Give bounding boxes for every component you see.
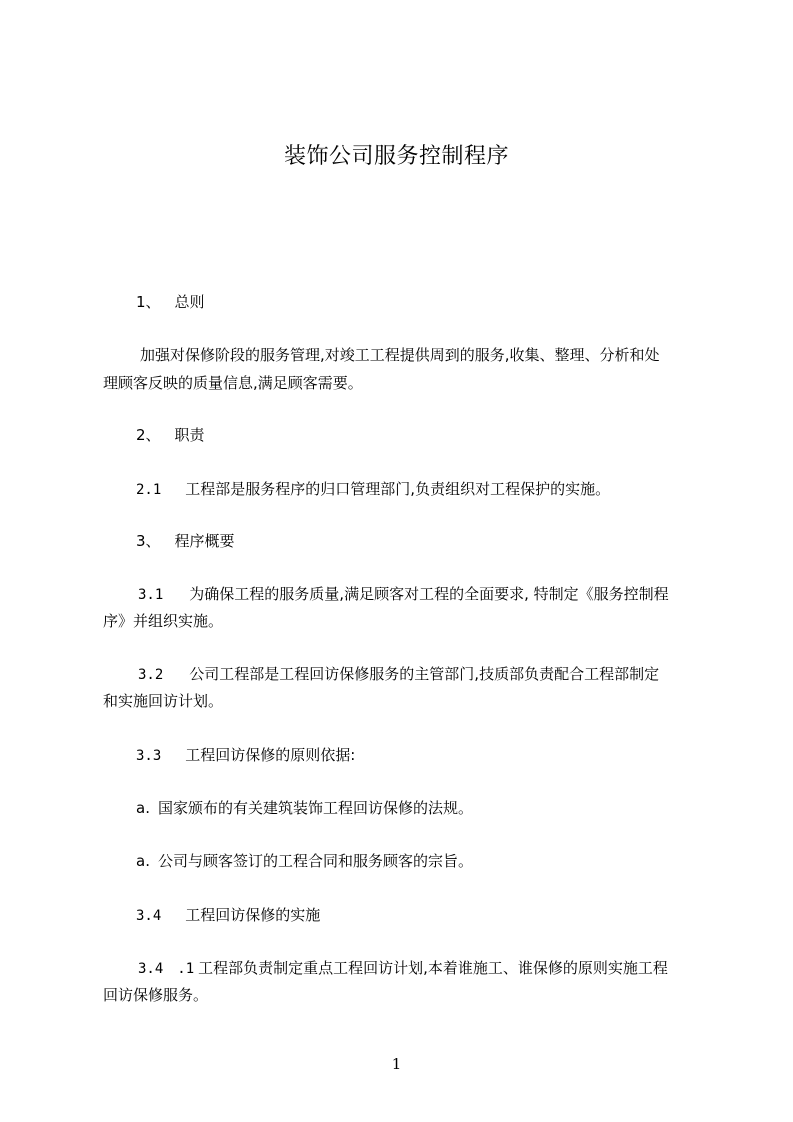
item-3-4-1 [138,958,668,979]
section-heading-responsibilities [136,425,205,445]
item-text: 工程部是服务程序的归口管理部门,负责组织对工程保护的实施。 [185,480,611,498]
bullet-item [136,851,473,871]
paragraph-line: 和实施回访计划。 [103,692,224,710]
item-text: 工程回访保修的实施 [185,906,321,924]
item-text: 为确保工程的服务质量,满足顾客对工程的全面要求, 特制定《服务控制程 [189,585,669,603]
bullet-item [136,798,473,818]
item-number: 3.4 [138,961,164,977]
item-3-1 [138,584,669,605]
item-number: 3.2 [138,667,164,683]
bullet-text: 国家颁布的有关建筑装饰工程回访保修的法规。 [157,799,473,817]
section-title: 程序概要 [174,532,235,550]
item-2-1 [136,479,610,500]
item-number: 3.1 [138,587,164,603]
bullet-label: a. [136,799,150,817]
item-subnumber: .1 [177,961,195,977]
item-text: 工程部负责制定重点工程回访计划,本着谁施工、谁保修的原则实施工程 [198,959,668,977]
item-number: 3.3 [136,748,162,764]
document-title: 装饰公司服务控制程序 [283,144,509,169]
paragraph-line: 序》并组织实施。 [103,612,224,630]
paragraph-line: 回访保修服务。 [103,986,209,1004]
bullet-text: 公司与顾客签订的工程合同和服务顾客的宗旨。 [157,852,473,870]
item-3-2 [138,664,659,685]
section-number: 3、 [136,532,161,550]
section-title: 职责 [174,426,205,444]
item-text: 公司工程部是工程回访保修服务的主管部门,技质部负责配合工程部制定 [189,665,660,683]
bullet-label: a. [136,852,150,870]
paragraph-line: 加强对保修阶段的服务管理,对竣工工程提供周到的服务,收集、整理、分析和处 [140,346,660,364]
paragraph-line: 理顾客反映的质量信息,满足顾客需要。 [103,374,363,392]
page-number: 1 [391,1055,402,1073]
item-text: 工程回访保修的原则依据: [185,746,356,764]
section-number: 1、 [136,293,161,311]
item-number: 2.1 [136,482,162,498]
item-3-4 [136,905,320,926]
section-heading-procedure [136,531,235,551]
item-3-3 [136,745,355,766]
section-number: 2、 [136,426,161,444]
item-number: 3.4 [136,908,162,924]
section-heading-general [136,292,205,312]
section-title: 总则 [174,293,205,311]
